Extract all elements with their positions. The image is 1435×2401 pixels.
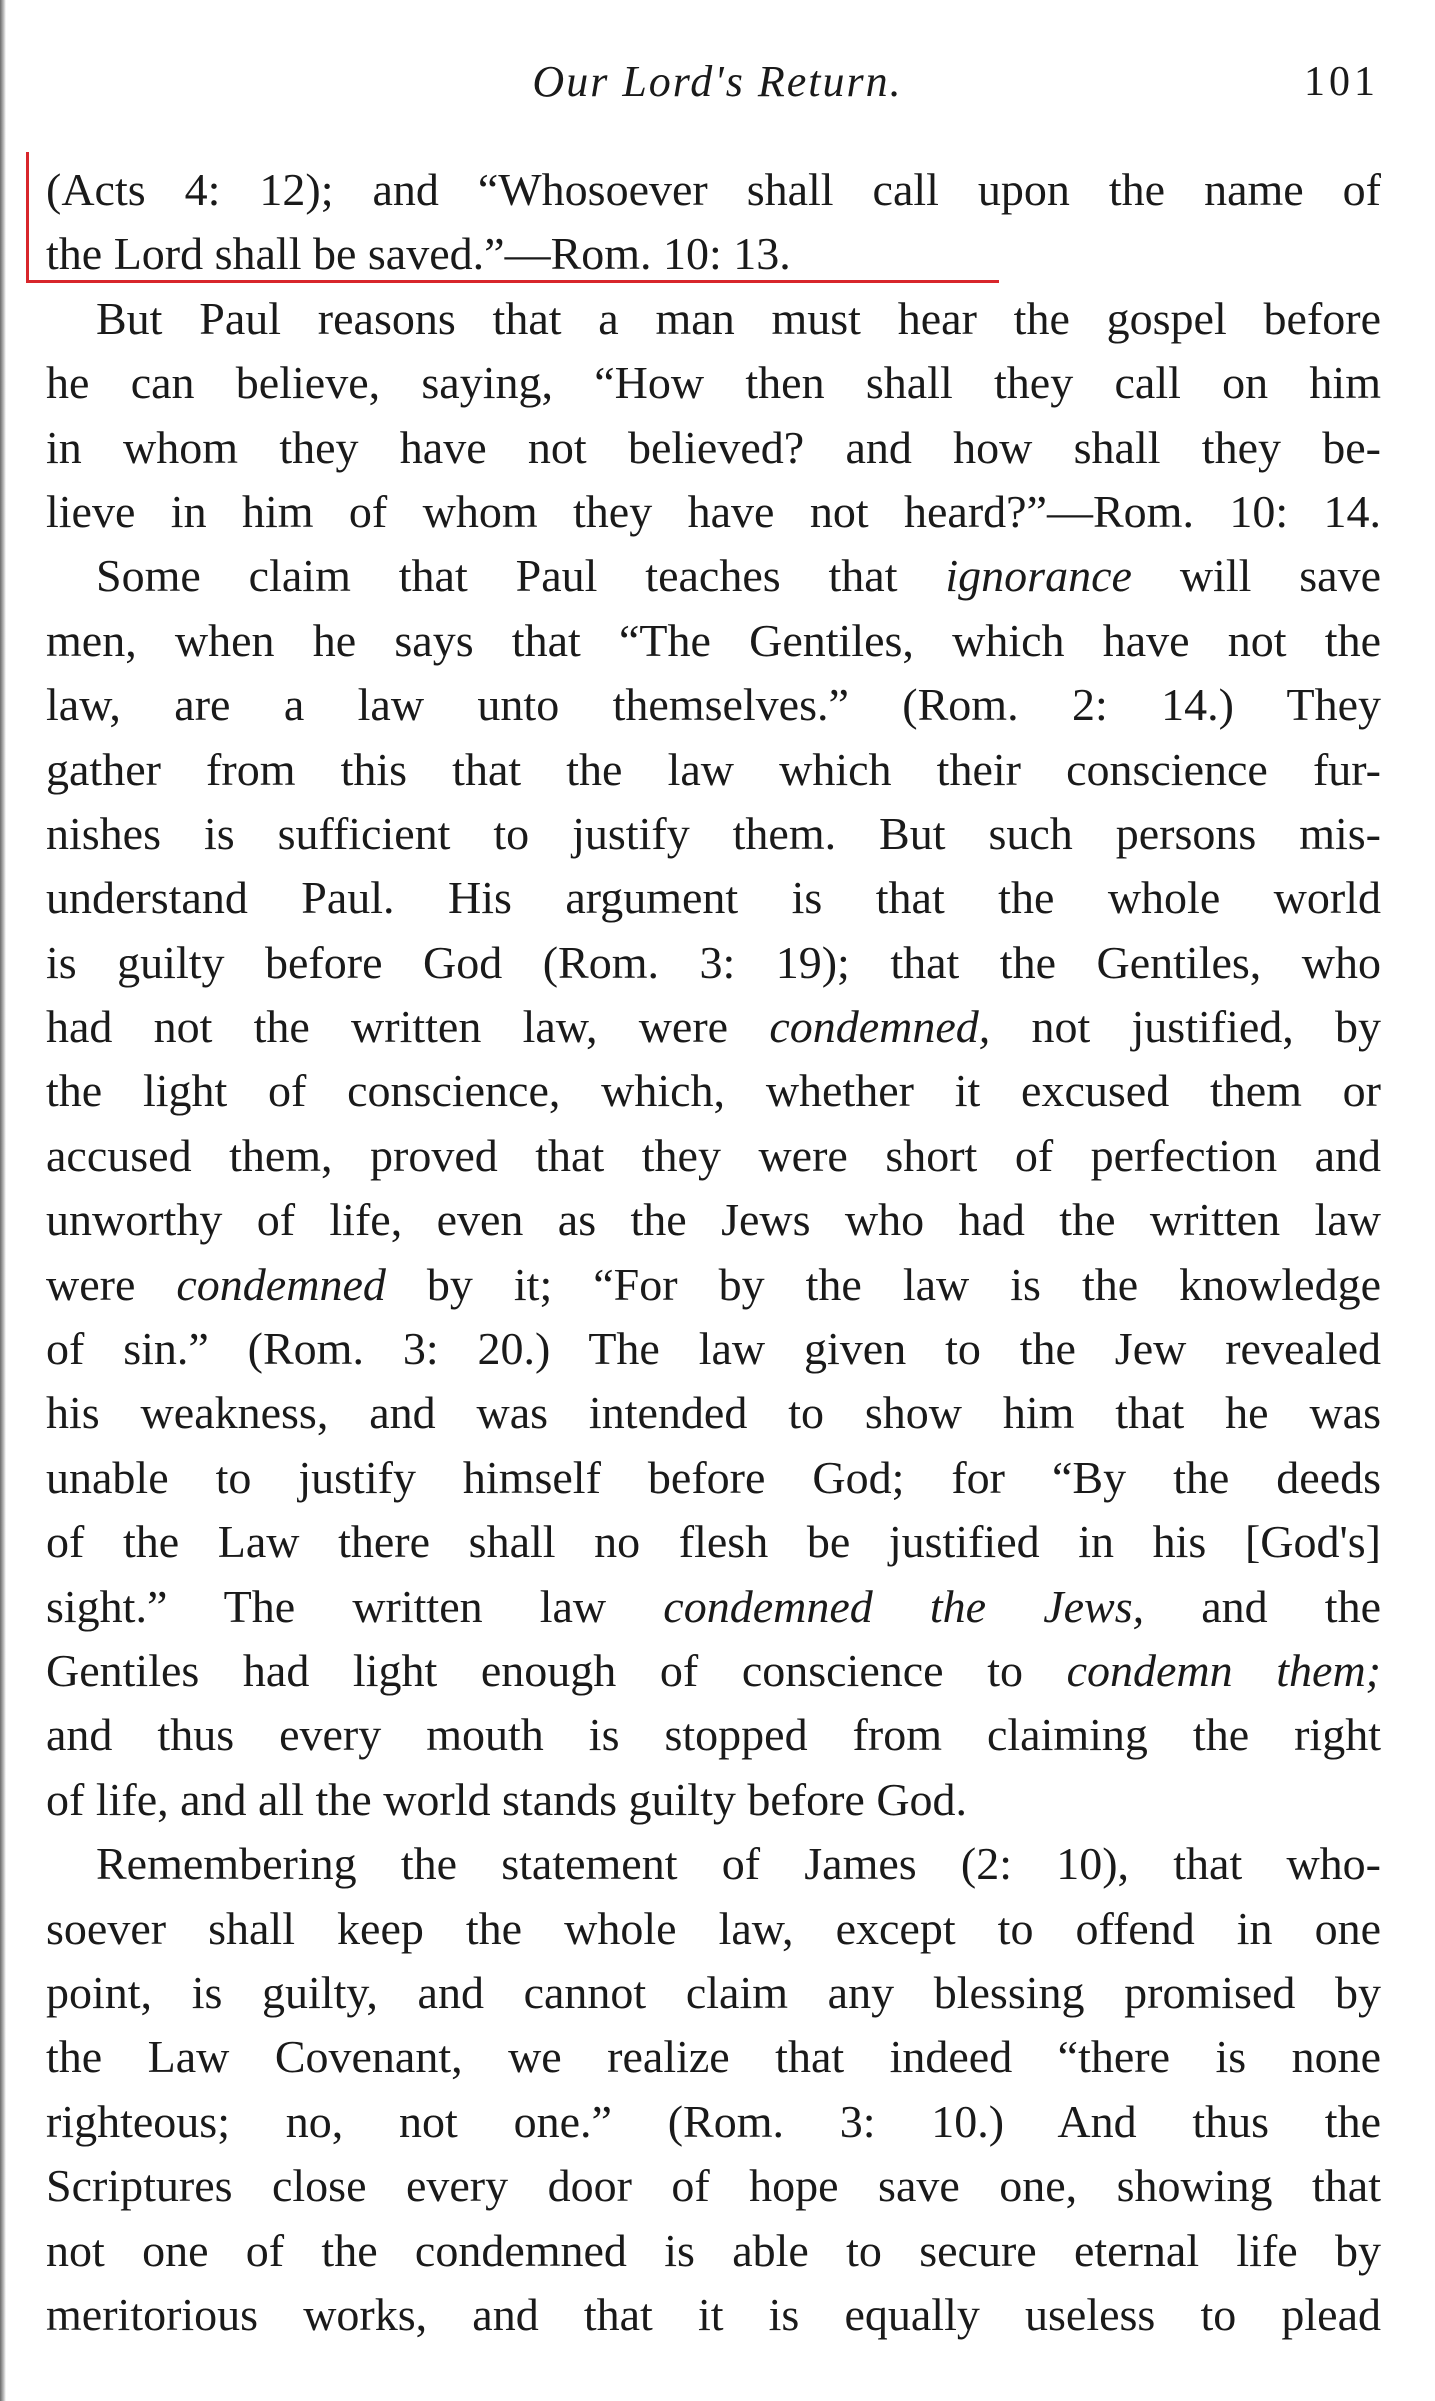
text-line: is guilty before God (Rom. 3: 19); that the Gentiles, who [46,936,1381,988]
text-line: were condemned by it; “For by the law is the knowledge [46,1258,1381,1310]
text-line: his weakness, and was intended to show him that he was [46,1387,1381,1439]
italic-emphasis: condemned [176,1258,386,1310]
text-line: soever shall keep the whole law, except to offend in one [46,1902,1381,1954]
text-line: Gentiles had light enough of conscience to condemn them; [46,1644,1381,1696]
page-binding-edge [0,0,6,2401]
text-line: (Acts 4: 12); and “Whosoever shall call upon the name of [46,164,1381,215]
text-line: accused them, proved that they were short of perfection and [46,1129,1381,1181]
text-line: Scriptures close every door of hope save one, showing that [46,2160,1381,2212]
text-line: lieve in him of whom they have not heard?”—Rom. 10: 14. [46,485,1381,537]
running-head [0,52,1435,112]
text-line: in whom they have not believed? and how shall they be- [46,421,1381,473]
running-title: Our Lord's Return. [532,57,903,106]
paragraph-start-line: Some claim that Paul teaches that ignorance will save [96,550,1382,602]
text-line: men, when he says that “The Gentiles, which have not the [46,614,1381,666]
text-line: and thus every mouth is stopped from claiming the right [46,1709,1381,1761]
text-line: the Lord shall be saved.”—Rom. 10: 13. [46,228,791,280]
text-line: of the Law there shall no flesh be justified in his [God's] [46,1516,1381,1568]
text-line: he can believe, saying, “How then shall they call on him [46,357,1381,409]
text-line: sight.” The written law condemned the Jews, and the [46,1580,1381,1632]
text-line: the light of conscience, which, whether it excused them or [46,1065,1381,1117]
italic-emphasis: ignorance [945,550,1132,602]
text-line: unworthy of life, even as the Jews who had the written law [46,1194,1381,1246]
text-line: had not the written law, were condemned, not justified, by [46,1001,1381,1053]
text-line: of life, and all the world stands guilty before God. [46,1773,968,1825]
text-line: gather from this that the law which their conscience fur- [46,743,1381,795]
text-line: point, is guilty, and cannot claim any blessing promised by [46,1966,1381,2018]
text-line: unable to justify himself before God; for “By the deeds [46,1451,1381,1503]
text-line: meritorious works, and that it is equally useless to plead [46,2288,1381,2340]
text-line: not one of the condemned is able to secure eternal life by [46,2224,1381,2276]
paragraph-start-line: Remembering the statement of James (2: 10), that who- [96,1838,1381,1890]
italic-emphasis: condemned the Jews, [663,1580,1145,1632]
text-line: understand Paul. His argument is that the whole world [46,872,1381,924]
page-number: 101 [1304,59,1379,105]
text-line: of sin.” (Rom. 3: 20.) The law given to the Jew revealed [46,1323,1381,1375]
paragraph-start-line: But Paul reasons that a man must hear the gospel before [96,292,1381,344]
italic-emphasis: condemned, [769,1001,991,1053]
text-line: the Law Covenant, we realize that indeed “there is none [46,2031,1381,2083]
text-line: nishes is sufficient to justify them. But such persons mis- [46,807,1381,859]
text-line: law, are a law unto themselves.” (Rom. 2: 14.) They [46,679,1381,731]
italic-emphasis: condemn them; [1066,1644,1381,1696]
body-text [46,158,1381,2347]
text-line: righteous; no, not one.” (Rom. 3: 10.) And thus the [46,2095,1381,2147]
